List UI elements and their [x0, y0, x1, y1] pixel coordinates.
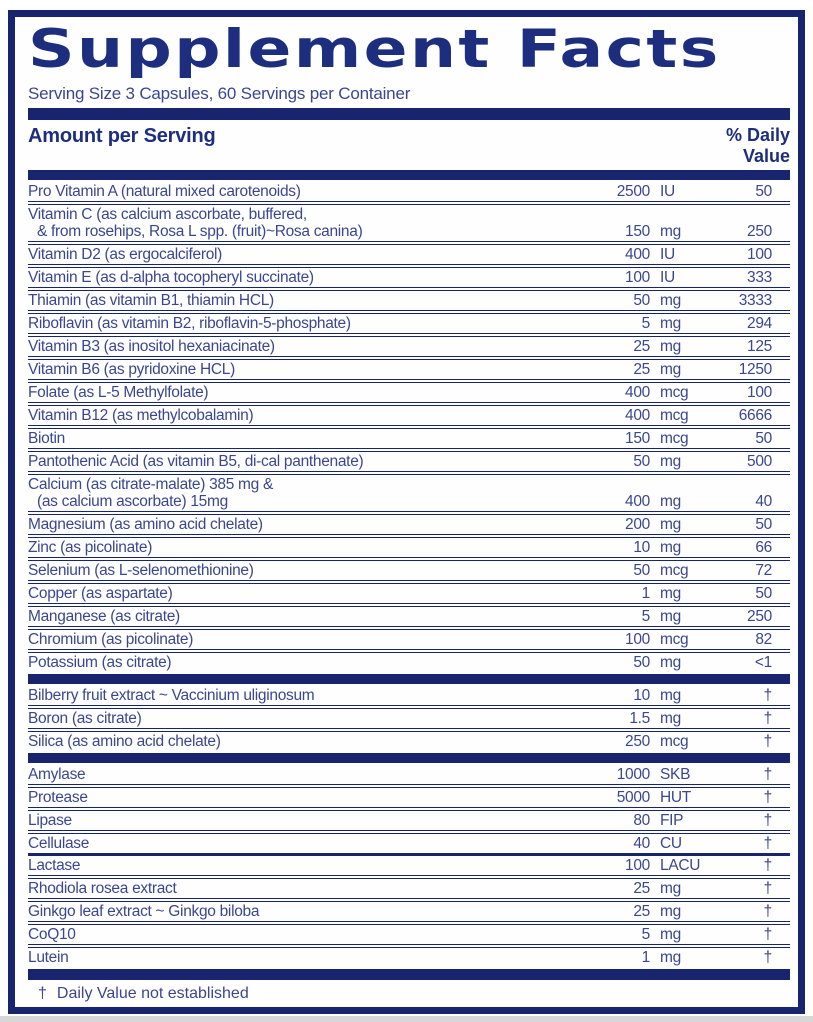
ingredient-daily-value: 125: [747, 338, 772, 355]
ingredient-name: [28, 585, 566, 602]
ingredient-amount: 400: [625, 246, 650, 263]
ingredient-name: [28, 206, 566, 240]
ingredient-unit: mg: [660, 453, 681, 470]
ingredient-name: [28, 789, 566, 806]
ingredient-name: [28, 384, 566, 401]
ingredient-name-line1: Zinc (as picolinate): [28, 539, 153, 556]
ingredient-daily-value: <1: [754, 654, 772, 671]
table-row: [28, 626, 790, 649]
ingredient-daily-value: 6666: [738, 407, 772, 424]
ingredient-name-line1: Silica (as amino acid chelate): [28, 733, 221, 750]
table-row: [28, 603, 790, 626]
ingredient-name-line1: Vitamin E (as d-alpha tocopheryl succinate): [28, 269, 314, 286]
percent-daily-value-heading: [726, 125, 790, 167]
ingredient-name: [28, 608, 566, 625]
ingredient-name-line1: Boron (as citrate): [28, 710, 142, 727]
table-row: [28, 728, 790, 751]
ingredient-amount: 50: [633, 654, 650, 671]
ingredient-amount: 200: [625, 516, 650, 533]
ingredient-amount: 150: [625, 430, 650, 447]
ingredient-amount: 2500: [616, 183, 650, 200]
ingredient-amount: 400: [625, 407, 650, 424]
ingredient-daily-value: 100: [747, 384, 772, 401]
table-row: [28, 402, 790, 425]
table-row: [28, 333, 790, 356]
ingredient-name-line2: & from rosehips, Rosa L spp. (fruit)~Rosa canina): [37, 223, 363, 240]
ingredient-name: [28, 812, 566, 829]
ingredient-amount: 25: [633, 880, 650, 897]
ingredient-name-line1: Lactase: [28, 857, 81, 874]
ingredient-daily-value: †: [763, 926, 772, 943]
ingredient-name: [28, 926, 566, 943]
ingredient-name: [28, 687, 566, 704]
ingredient-unit: mg: [660, 687, 681, 704]
ingredient-name: [28, 949, 566, 966]
ingredient-unit: HUT: [660, 789, 691, 806]
ingredient-name: [28, 361, 566, 378]
ingredient-amount: 25: [633, 361, 650, 378]
ingredient-name-line1: Vitamin C (as calcium ascorbate, buffered,: [28, 206, 307, 223]
ingredient-unit: mg: [660, 539, 681, 556]
table-row: [28, 898, 790, 921]
ingredient-name: [28, 710, 566, 727]
ingredient-name-line1: Calcium (as citrate-malate) 385 mg &: [28, 476, 274, 493]
ingredient-daily-value: †: [763, 857, 772, 874]
ingredient-amount: 100: [625, 857, 650, 874]
ingredient-unit: mcg: [660, 407, 689, 424]
ingredient-name-line1: Potassium (as citrate): [28, 654, 172, 671]
ingredient-amount: 25: [633, 338, 650, 355]
ingredient-daily-value: 500: [747, 453, 772, 470]
ingredient-daily-value: 3333: [738, 292, 772, 309]
ingredient-daily-value: †: [763, 766, 772, 783]
ingredient-unit: mcg: [660, 631, 689, 648]
table-row: [28, 379, 790, 402]
ingredient-name: [28, 903, 566, 920]
ingredient-daily-value: 333: [747, 269, 772, 286]
table-row: [28, 830, 790, 853]
ingredient-amount: 10: [633, 687, 650, 704]
ingredient-unit: mg: [660, 516, 681, 533]
ingredient-unit: IU: [660, 269, 675, 286]
ingredient-amount: 250: [625, 733, 650, 750]
ingredient-unit: mg: [660, 880, 681, 897]
ingredient-name: [28, 654, 566, 671]
table-row: [28, 921, 790, 944]
ingredient-unit: mcg: [660, 384, 689, 401]
ingredient-unit: mg: [660, 608, 681, 625]
bottom-gray-strip: [0, 1016, 813, 1022]
ingredient-name: [28, 562, 566, 579]
ingredient-daily-value: †: [763, 812, 772, 829]
ingredient-name-line1: Pro Vitamin A (natural mixed carotenoids): [28, 183, 301, 200]
percent-daily-value-line2: Value: [742, 146, 790, 166]
ingredient-unit: mcg: [660, 562, 689, 579]
ingredient-unit: mg: [660, 338, 681, 355]
ingredient-name-line1: CoQ10: [28, 926, 76, 943]
table-row: [28, 807, 790, 830]
daily-value-footnote: [28, 982, 790, 1007]
table-row: [28, 287, 790, 310]
ingredient-name-line1: Chromium (as picolinate): [28, 631, 194, 648]
section-divider-bar: [28, 108, 790, 120]
table-row: [28, 853, 790, 875]
table-row: [28, 765, 790, 784]
ingredient-amount: 150: [625, 223, 650, 240]
ingredient-amount: 50: [633, 562, 650, 579]
ingredient-unit: mcg: [660, 733, 689, 750]
ingredient-name: [28, 857, 566, 874]
ingredient-name-line1: Vitamin B6 (as pyridoxine HCL): [28, 361, 235, 378]
section-divider-bar: [28, 674, 790, 684]
ingredient-daily-value: †: [763, 733, 772, 750]
ingredient-unit: mg: [660, 292, 681, 309]
ingredient-daily-value: 82: [755, 631, 772, 648]
ingredient-daily-value: †: [763, 710, 772, 727]
table-row: [28, 201, 790, 241]
ingredient-amount: 100: [625, 631, 650, 648]
ingredient-name-line1: Magnesium (as amino acid chelate): [28, 516, 263, 533]
table-header: [28, 122, 790, 168]
ingredient-name: [28, 453, 566, 470]
table-row: [28, 705, 790, 728]
ingredient-amount: 5: [641, 315, 650, 332]
ingredient-unit: LACU: [660, 857, 701, 874]
ingredient-name-line1: Lipase: [28, 812, 72, 829]
section-divider-bar: [28, 753, 790, 763]
table-row: [28, 649, 790, 672]
table-row: [28, 686, 790, 705]
table-row: [28, 580, 790, 603]
ingredient-name-line1: Riboflavin (as vitamin B2, riboflavin-5-phosphate): [28, 315, 351, 332]
table-row: [28, 310, 790, 333]
ingredient-daily-value: 250: [747, 608, 772, 625]
ingredient-name: [28, 292, 566, 309]
ingredient-daily-value: 50: [755, 183, 772, 200]
ingredient-amount: 100: [625, 269, 650, 286]
table-row: [28, 241, 790, 264]
ingredient-daily-value: 250: [747, 223, 772, 240]
ingredient-name-line1: Rhodiola rosea extract: [28, 880, 177, 897]
ingredient-name-line1: Ginkgo leaf extract ~ Ginkgo biloba: [28, 903, 260, 920]
section-botanicals: [28, 686, 790, 751]
ingredient-name: [28, 338, 566, 355]
label-title: Supplement Facts: [28, 19, 721, 80]
amount-per-serving-heading: Amount per Serving: [28, 125, 216, 147]
table-row: [28, 182, 790, 201]
ingredient-name-line1: Folate (as L-5 Methylfolate): [28, 384, 209, 401]
ingredient-name: [28, 476, 566, 510]
ingredient-name-line1: Amylase: [28, 766, 86, 783]
ingredient-unit: CU: [660, 835, 682, 852]
ingredient-name-line1: Manganese (as citrate): [28, 608, 180, 625]
ingredient-unit: mcg: [660, 430, 689, 447]
serving-size-line: Serving Size 3 Capsules, 60 Servings per Container: [28, 84, 411, 103]
ingredient-unit: SKB: [660, 766, 691, 783]
ingredient-name-line1: Copper (as aspartate): [28, 585, 173, 602]
section-divider-bar: [28, 969, 790, 980]
ingredient-daily-value: 50: [755, 430, 772, 447]
ingredient-daily-value: †: [763, 687, 772, 704]
ingredient-amount: 1: [641, 949, 650, 966]
facts-table: [28, 182, 790, 967]
ingredient-amount: 1.5: [629, 710, 650, 727]
ingredient-amount: 400: [625, 493, 650, 510]
ingredient-name: [28, 766, 566, 783]
ingredient-unit: mg: [660, 949, 681, 966]
ingredient-name-line1: Cellulase: [28, 835, 90, 852]
ingredient-name-line1: Vitamin B12 (as methylcobalamin): [28, 407, 254, 424]
table-row: [28, 534, 790, 557]
ingredient-amount: 1000: [616, 766, 650, 783]
ingredient-unit: mg: [660, 315, 681, 332]
table-row: [28, 875, 790, 898]
ingredient-daily-value: †: [763, 789, 772, 806]
supplement-facts-label: [8, 10, 805, 1014]
ingredient-name-line1: Thiamin (as vitamin B1, thiamin HCL): [28, 292, 274, 309]
ingredient-amount: 40: [633, 835, 650, 852]
ingredient-unit: IU: [660, 183, 675, 200]
ingredient-daily-value: 66: [755, 539, 772, 556]
table-row: [28, 511, 790, 534]
ingredient-name: [28, 733, 566, 750]
ingredient-daily-value: †: [763, 880, 772, 897]
ingredient-name: [28, 407, 566, 424]
ingredient-daily-value: †: [763, 835, 772, 852]
ingredient-unit: mg: [660, 223, 681, 240]
ingredient-name: [28, 269, 566, 286]
table-row: [28, 944, 790, 967]
ingredient-unit: mg: [660, 493, 681, 510]
ingredient-daily-value: 50: [755, 516, 772, 533]
ingredient-daily-value: †: [763, 903, 772, 920]
ingredient-name-line1: Lutein: [28, 949, 69, 966]
ingredient-name: [28, 835, 566, 852]
ingredient-name-line1: Vitamin D2 (as ergocalciferol): [28, 246, 223, 263]
ingredient-name: [28, 430, 566, 447]
ingredient-unit: mg: [660, 654, 681, 671]
ingredient-name: [28, 315, 566, 332]
table-row: [28, 264, 790, 287]
ingredient-name: [28, 183, 566, 200]
ingredient-daily-value: 50: [755, 585, 772, 602]
ingredient-daily-value: 100: [747, 246, 772, 263]
ingredient-unit: mg: [660, 585, 681, 602]
ingredient-amount: 5000: [616, 789, 650, 806]
table-row: [28, 471, 790, 511]
ingredient-amount: 10: [633, 539, 650, 556]
ingredient-daily-value: 1250: [738, 361, 772, 378]
ingredient-name-line1: Pantothenic Acid (as vitamin B5, di-cal panthenate): [28, 453, 364, 470]
table-row: [28, 784, 790, 807]
table-row: [28, 448, 790, 471]
ingredient-unit: mg: [660, 361, 681, 378]
ingredient-name-line1: Protease: [28, 789, 88, 806]
ingredient-unit: IU: [660, 246, 675, 263]
ingredient-amount: 25: [633, 903, 650, 920]
ingredient-name: [28, 516, 566, 533]
section-vitamins-minerals: [28, 182, 790, 672]
ingredient-name: [28, 246, 566, 263]
ingredient-daily-value: 72: [755, 562, 772, 579]
ingredient-name-line1: Vitamin B3 (as inositol hexaniacinate): [28, 338, 275, 355]
ingredient-name: [28, 880, 566, 897]
ingredient-amount: 50: [633, 453, 650, 470]
ingredient-name-line1: Selenium (as L-selenomethionine): [28, 562, 254, 579]
ingredient-daily-value: 294: [747, 315, 772, 332]
ingredient-name: [28, 539, 566, 556]
ingredient-amount: 5: [641, 926, 650, 943]
ingredient-name: [28, 631, 566, 648]
ingredient-unit: FIP: [660, 812, 684, 829]
ingredient-name-line1: Biotin: [28, 430, 65, 447]
table-row: [28, 557, 790, 580]
table-row: [28, 425, 790, 448]
ingredient-name-line1: Bilberry fruit extract ~ Vaccinium uliginosum: [28, 687, 315, 704]
ingredient-amount: 50: [633, 292, 650, 309]
ingredient-daily-value: 40: [755, 493, 772, 510]
ingredient-amount: 5: [641, 608, 650, 625]
footnote-text: Daily Value not established: [56, 985, 249, 1002]
percent-daily-value-line1: % Daily: [725, 125, 790, 145]
table-row: [28, 356, 790, 379]
section-divider-bar: [28, 170, 790, 180]
ingredient-unit: mg: [660, 903, 681, 920]
section-enzymes-extracts: [28, 765, 790, 967]
dagger-symbol: †: [38, 985, 47, 1002]
ingredient-amount: 80: [633, 812, 650, 829]
ingredient-unit: mg: [660, 926, 681, 943]
ingredient-unit: mg: [660, 710, 681, 727]
ingredient-name-line2: (as calcium ascorbate) 15mg: [37, 493, 228, 510]
ingredient-daily-value: †: [763, 949, 772, 966]
ingredient-amount: 400: [625, 384, 650, 401]
ingredient-amount: 1: [641, 585, 650, 602]
